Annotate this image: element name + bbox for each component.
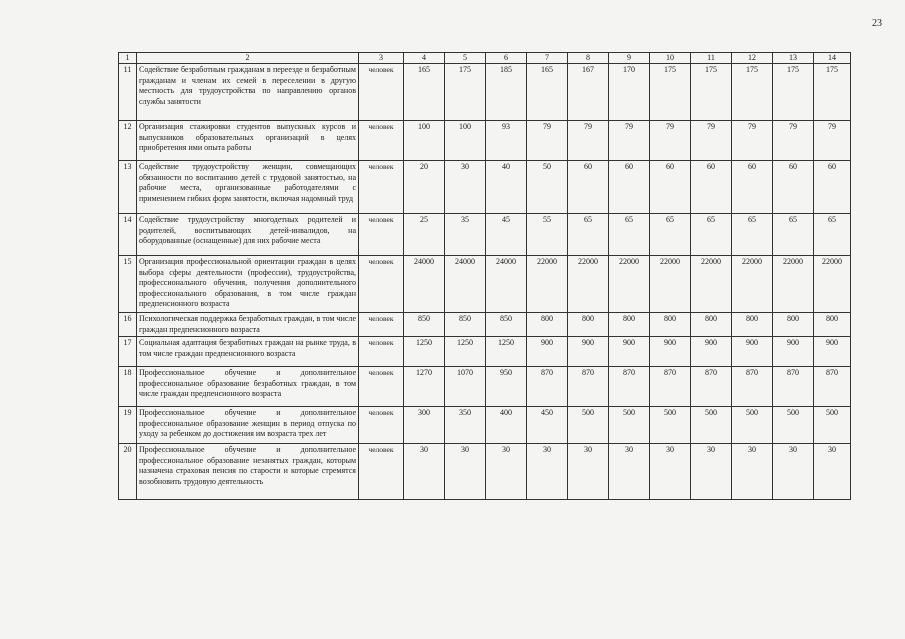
value-cell: 60 — [691, 161, 732, 214]
value-cell: 60 — [814, 161, 851, 214]
value-cell: 900 — [691, 337, 732, 367]
value-cell: 500 — [773, 407, 814, 444]
value-cell: 30 — [404, 444, 445, 500]
unit-cell: человек — [359, 407, 404, 444]
value-cell: 22000 — [732, 256, 773, 313]
value-cell: 79 — [691, 121, 732, 161]
value-cell: 850 — [486, 313, 527, 337]
value-cell: 870 — [609, 367, 650, 407]
row-number-cell: 19 — [119, 407, 137, 444]
unit-cell: человек — [359, 313, 404, 337]
value-cell: 175 — [732, 64, 773, 121]
measure-description-cell: Профессиональное обучение и дополнительное профессиональное образование безработных граждан, в том числе граждан предпенсионного возраста — [137, 367, 359, 407]
value-cell: 79 — [609, 121, 650, 161]
value-cell: 1270 — [404, 367, 445, 407]
value-cell: 60 — [568, 161, 609, 214]
value-cell: 79 — [568, 121, 609, 161]
value-cell: 350 — [445, 407, 486, 444]
header-cell: 4 — [404, 53, 445, 64]
value-cell: 800 — [773, 313, 814, 337]
value-cell: 100 — [404, 121, 445, 161]
row-number-cell: 18 — [119, 367, 137, 407]
value-cell: 870 — [650, 367, 691, 407]
value-cell: 900 — [773, 337, 814, 367]
measure-description-cell: Содействие трудоустройству женщин, совмещающих обязанности по воспитанию детей с трудовой занятостью, на рабочие места, организованные работодателями с применением гибких форм занятости, включая надомный труд — [137, 161, 359, 214]
value-cell: 30 — [814, 444, 851, 500]
value-cell: 165 — [527, 64, 568, 121]
value-cell: 30 — [773, 444, 814, 500]
table-row — [119, 121, 851, 161]
value-cell: 79 — [773, 121, 814, 161]
row-number-cell: 12 — [119, 121, 137, 161]
value-cell: 30 — [486, 444, 527, 500]
value-cell: 65 — [814, 214, 851, 256]
value-cell: 500 — [814, 407, 851, 444]
value-cell: 22000 — [650, 256, 691, 313]
value-cell: 22000 — [814, 256, 851, 313]
value-cell: 850 — [404, 313, 445, 337]
measure-description-cell: Организация стажировки студентов выпускных курсов и выпускников образовательных организаций в целях приобретения ими опыта работы — [137, 121, 359, 161]
value-cell: 65 — [568, 214, 609, 256]
value-cell: 175 — [691, 64, 732, 121]
unit-cell: человек — [359, 337, 404, 367]
unit-cell: человек — [359, 367, 404, 407]
value-cell: 45 — [486, 214, 527, 256]
header-cell: 9 — [609, 53, 650, 64]
value-cell: 400 — [486, 407, 527, 444]
value-cell: 35 — [445, 214, 486, 256]
value-cell: 30 — [609, 444, 650, 500]
header-cell: 13 — [773, 53, 814, 64]
table-row — [119, 313, 851, 337]
value-cell: 30 — [445, 161, 486, 214]
table-row — [119, 64, 851, 121]
value-cell: 850 — [445, 313, 486, 337]
value-cell: 500 — [568, 407, 609, 444]
header-cell: 5 — [445, 53, 486, 64]
table-row — [119, 337, 851, 367]
header-cell: 7 — [527, 53, 568, 64]
value-cell: 65 — [650, 214, 691, 256]
value-cell: 170 — [609, 64, 650, 121]
measure-description-cell: Психологическая поддержка безработных граждан, в том числе граждан предпенсионного возраста — [137, 313, 359, 337]
value-cell: 870 — [814, 367, 851, 407]
value-cell: 22000 — [527, 256, 568, 313]
value-cell: 165 — [404, 64, 445, 121]
row-number-cell: 20 — [119, 444, 137, 500]
header-cell: 14 — [814, 53, 851, 64]
value-cell: 93 — [486, 121, 527, 161]
measure-description-cell: Организация профессиональной ориентации граждан в целях выбора сферы деятельности (профессии), трудоустройства, профессионального обучения, получения дополнительного профессионального образования, в том числе граждан предпенсионного возраста — [137, 256, 359, 313]
value-cell: 79 — [814, 121, 851, 161]
value-cell: 800 — [814, 313, 851, 337]
value-cell: 60 — [650, 161, 691, 214]
value-cell: 167 — [568, 64, 609, 121]
row-number-cell: 14 — [119, 214, 137, 256]
value-cell: 450 — [527, 407, 568, 444]
value-cell: 870 — [568, 367, 609, 407]
measure-description-cell: Социальная адаптация безработных граждан на рынке труда, в том числе граждан предпенсионного возраста — [137, 337, 359, 367]
header-cell: 2 — [137, 53, 359, 64]
value-cell: 79 — [732, 121, 773, 161]
table-row — [119, 214, 851, 256]
value-cell: 500 — [650, 407, 691, 444]
header-cell: 1 — [119, 53, 137, 64]
value-cell: 60 — [773, 161, 814, 214]
value-cell: 870 — [773, 367, 814, 407]
value-cell: 300 — [404, 407, 445, 444]
value-cell: 50 — [527, 161, 568, 214]
program-indicators-table — [118, 52, 851, 500]
value-cell: 870 — [691, 367, 732, 407]
value-cell: 22000 — [773, 256, 814, 313]
value-cell: 800 — [527, 313, 568, 337]
unit-cell: человек — [359, 161, 404, 214]
value-cell: 800 — [732, 313, 773, 337]
value-cell: 30 — [568, 444, 609, 500]
value-cell: 800 — [691, 313, 732, 337]
value-cell: 185 — [486, 64, 527, 121]
header-cell: 12 — [732, 53, 773, 64]
value-cell: 65 — [732, 214, 773, 256]
header-cell: 3 — [359, 53, 404, 64]
unit-cell: человек — [359, 214, 404, 256]
value-cell: 175 — [773, 64, 814, 121]
row-number-cell: 13 — [119, 161, 137, 214]
value-cell: 950 — [486, 367, 527, 407]
value-cell: 24000 — [445, 256, 486, 313]
value-cell: 20 — [404, 161, 445, 214]
header-cell: 6 — [486, 53, 527, 64]
header-row — [119, 53, 851, 64]
value-cell: 22000 — [691, 256, 732, 313]
table-row — [119, 407, 851, 444]
value-cell: 22000 — [568, 256, 609, 313]
value-cell: 30 — [527, 444, 568, 500]
value-cell: 30 — [445, 444, 486, 500]
value-cell: 55 — [527, 214, 568, 256]
value-cell: 900 — [609, 337, 650, 367]
value-cell: 870 — [527, 367, 568, 407]
value-cell: 500 — [732, 407, 773, 444]
unit-cell: человек — [359, 444, 404, 500]
value-cell: 870 — [732, 367, 773, 407]
value-cell: 800 — [568, 313, 609, 337]
value-cell: 60 — [732, 161, 773, 214]
table-row — [119, 367, 851, 407]
page-number: 23 — [872, 18, 882, 29]
value-cell: 24000 — [404, 256, 445, 313]
measure-description-cell: Профессиональное обучение и дополнительное профессиональное образование женщин в период отпуска по уходу за ребенком до достижения им возраста трех лет — [137, 407, 359, 444]
value-cell: 1250 — [404, 337, 445, 367]
value-cell: 100 — [445, 121, 486, 161]
value-cell: 500 — [691, 407, 732, 444]
value-cell: 175 — [445, 64, 486, 121]
unit-cell: человек — [359, 256, 404, 313]
measure-description-cell: Содействие безработным гражданам в переезде и безработным гражданам и членам их семей в переселении в другую местность для трудоустройства по направлению органов службы занятости — [137, 64, 359, 121]
value-cell: 1250 — [486, 337, 527, 367]
value-cell: 79 — [650, 121, 691, 161]
value-cell: 60 — [609, 161, 650, 214]
header-cell: 11 — [691, 53, 732, 64]
value-cell: 1250 — [445, 337, 486, 367]
row-number-cell: 11 — [119, 64, 137, 121]
value-cell: 65 — [609, 214, 650, 256]
value-cell: 25 — [404, 214, 445, 256]
value-cell: 500 — [609, 407, 650, 444]
value-cell: 175 — [814, 64, 851, 121]
value-cell: 900 — [814, 337, 851, 367]
table-row — [119, 256, 851, 313]
measure-description-cell: Содействие трудоустройству многодетных родителей и родителей, воспитывающих детей-инвалидов, на оборудованные (оснащенные) для них рабочие места — [137, 214, 359, 256]
value-cell: 40 — [486, 161, 527, 214]
row-number-cell: 17 — [119, 337, 137, 367]
header-cell: 10 — [650, 53, 691, 64]
value-cell: 800 — [609, 313, 650, 337]
row-number-cell: 15 — [119, 256, 137, 313]
unit-cell: человек — [359, 121, 404, 161]
value-cell: 30 — [691, 444, 732, 500]
value-cell: 800 — [650, 313, 691, 337]
value-cell: 900 — [527, 337, 568, 367]
value-cell: 30 — [732, 444, 773, 500]
value-cell: 22000 — [609, 256, 650, 313]
value-cell: 900 — [568, 337, 609, 367]
value-cell: 65 — [773, 214, 814, 256]
value-cell: 79 — [527, 121, 568, 161]
value-cell: 24000 — [486, 256, 527, 313]
measure-description-cell: Профессиональное обучение и дополнительное профессиональное образование незанятых граждан, которым назначена страховая пенсия по старости и которые стремятся возобновить трудовую деятельность — [137, 444, 359, 500]
row-number-cell: 16 — [119, 313, 137, 337]
value-cell: 900 — [732, 337, 773, 367]
value-cell: 175 — [650, 64, 691, 121]
table-row — [119, 444, 851, 500]
header-cell: 8 — [568, 53, 609, 64]
value-cell: 30 — [650, 444, 691, 500]
value-cell: 900 — [650, 337, 691, 367]
value-cell: 65 — [691, 214, 732, 256]
table-row — [119, 161, 851, 214]
value-cell: 1070 — [445, 367, 486, 407]
unit-cell: человек — [359, 64, 404, 121]
